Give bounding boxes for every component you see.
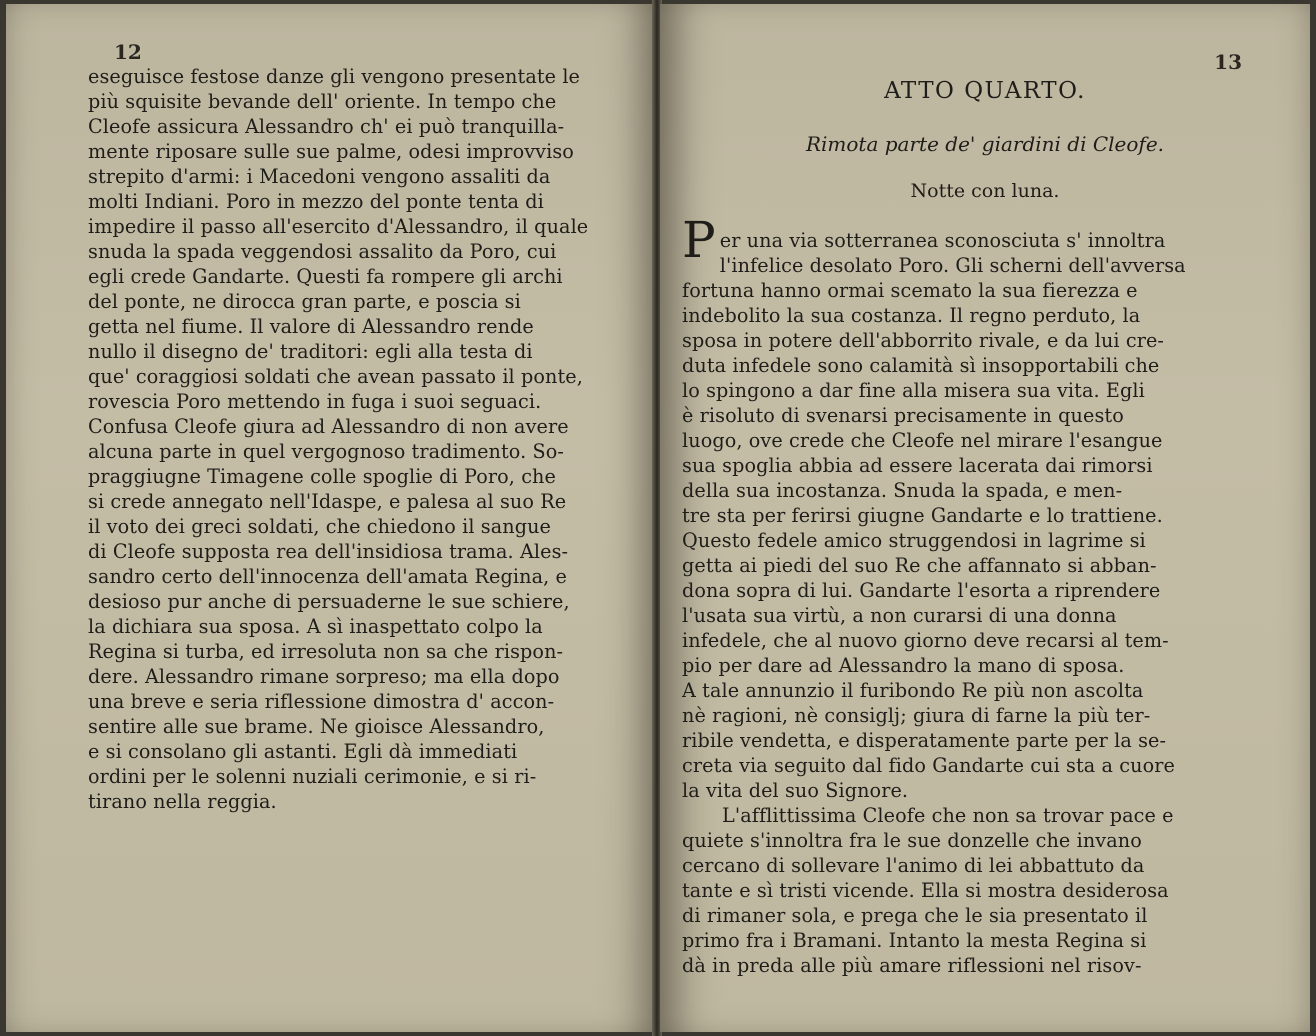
text-line: tante e sì tristi vicende. Ella si mostra desiderosa (682, 879, 1169, 902)
text-line: l'infelice desolato Poro. Gli scherni dell'avversa (719, 254, 1186, 277)
drop-cap: P (682, 211, 716, 269)
text-line: tirano nella reggia. (88, 790, 277, 813)
text-line: getta nel fiume. Il valore di Alessandro rende (88, 315, 534, 338)
text-line: sentire alle sue brame. Ne gioisce Alessandro, (88, 715, 545, 738)
text-line: una breve e seria riflessione dimostra d' accon- (88, 690, 555, 713)
text-line: nullo il disegno de' traditori: egli alla testa di (88, 340, 533, 363)
text-line: alcuna parte in quel vergognoso tradimento. So- (88, 440, 565, 463)
text-line: duta infedele sono calamità sì insopportabili che (682, 354, 1160, 377)
text-line: praggiugne Timagene colle spoglie di Poro, che (88, 465, 556, 488)
text-line: rovescia Poro mettendo in fuga i suoi seguaci. (88, 390, 542, 413)
text-line: luogo, ove crede che Cleofe nel mirare l'esangue (682, 429, 1163, 452)
text-line: lo spingono a dar fine alla misera sua vita. Egli (682, 379, 1145, 402)
scene-title: Rimota parte de' giardini di Cleofe. (805, 132, 1165, 156)
left-page-text (88, 64, 644, 814)
text-line: si crede annegato nell'Idaspe, e palesa al suo Re (88, 490, 567, 513)
text-line: più squisite bevande dell' oriente. In tempo che (88, 90, 557, 113)
text-line: primo fra i Bramani. Intanto la mesta Regina si (682, 929, 1147, 952)
text-line: e si consolano gli astanti. Egli dà immediati (88, 740, 518, 763)
text-line: indebolito la sua costanza. Il regno perduto, la (682, 304, 1141, 327)
text-line: il voto dei greci soldati, che chiedono il sangue (88, 515, 552, 538)
text-line: snuda la spada veggendosi assalito da Poro, cui (88, 240, 557, 263)
text-line: tre sta per ferirsi giugne Gandarte e lo trattiene. (682, 504, 1163, 527)
text-line: eseguisce festose danze gli vengono presentate le (88, 65, 581, 88)
page-number-left: 12 (114, 40, 142, 64)
text-line: mente riposare sulle sue palme, odesi improvviso (88, 140, 574, 163)
text-line: impedire il passo all'esercito d'Alessandro, il quale (88, 215, 589, 238)
text-line: di rimaner sola, e prega che le sia presentato il (682, 904, 1148, 927)
scene-note: Notte con luna. (910, 180, 1060, 202)
text-line: di Cleofe supposta rea dell'insidiosa trama. Ales- (88, 540, 569, 563)
page-number-right: 13 (1214, 50, 1242, 74)
text-line: fortuna hanno ormai scemato la sua fierezza e (682, 279, 1138, 302)
text-line: Cleofe assicura Alessandro ch' ei può tranquilla- (88, 115, 565, 138)
paragraph-2 (682, 803, 1254, 978)
text-line: nè ragioni, nè consiglj; giura di farne la più ter- (682, 704, 1151, 727)
text-line: L'afflittissima Cleofe che non sa trovar pace e (722, 804, 1174, 827)
text-line: egli crede Gandarte. Questi fa rompere gli archi (88, 265, 563, 288)
text-line: la vita del suo Signore. (682, 779, 909, 802)
text-line: l'usata sua virtù, a non curarsi di una donna (682, 604, 1117, 627)
text-line: getta ai piedi del suo Re che affannato si abban- (682, 554, 1157, 577)
text-line: desioso pur anche di persuaderne le sue schiere, (88, 590, 570, 613)
text-line: Confusa Cleofe giura ad Alessandro di non avere (88, 415, 569, 438)
text-line: del ponte, ne dirocca gran parte, e poscia si (88, 290, 521, 313)
text-line: dà in preda alle più amare riflessioni nel risov- (682, 954, 1142, 977)
text-line: dere. Alessandro rimane sorpreso; ma ella dopo (88, 665, 560, 688)
text-line: la dichiara sua sposa. A sì inaspettato colpo la (88, 615, 543, 638)
text-line: infedele, che al nuovo giorno deve recarsi al tem- (682, 629, 1169, 652)
right-page (660, 4, 1310, 1032)
text-line: sua spoglia abbia ad essere lacerata dai rimorsi (682, 454, 1153, 477)
text-line: creta via seguito dal fido Gandarte cui sta a cuore (682, 754, 1175, 777)
text-line: er una via sotterranea sconosciuta s' innoltra (719, 229, 1166, 252)
text-line: molti Indiani. Poro in mezzo del ponte tenta di (88, 190, 544, 213)
text-line: Regina si turba, ed irresoluta non sa che rispon- (88, 640, 564, 663)
text-line: ribile vendetta, e disperatamente parte per la se- (682, 729, 1167, 752)
text-line: strepito d'armi: i Macedoni vengono assaliti da (88, 165, 551, 188)
text-line: sposa in potere dell'abborrito rivale, e da lui cre- (682, 329, 1165, 352)
text-line: ordini per le solenni nuziali cerimonie, e si ri- (88, 765, 537, 788)
act-title: ATTO QUARTO. (884, 78, 1086, 104)
paragraph-1 (682, 211, 1254, 803)
text-line: pio per dare ad Alessandro la mano di sposa. (682, 654, 1125, 677)
text-line: è risoluto di svenarsi precisamente in questo (682, 404, 1124, 427)
right-page-text (682, 211, 1254, 978)
text-line: quiete s'innoltra fra le sue donzelle che invano (682, 829, 1142, 852)
text-line: dona sopra di lui. Gandarte l'esorta a riprendere (682, 579, 1161, 602)
left-page (6, 4, 654, 1032)
text-line: Questo fedele amico struggendosi in lagrime si (682, 529, 1146, 552)
text-line: A tale annunzio il furibondo Re più non ascolta (682, 679, 1144, 702)
text-line: sandro certo dell'innocenza dell'amata Regina, e (88, 565, 567, 588)
text-line: que' coraggiosi soldati che avean passato il ponte, (88, 365, 583, 388)
text-line: cercano di sollevare l'animo di lei abbattuto da (682, 854, 1145, 877)
text-line: della sua incostanza. Snuda la spada, e men- (682, 479, 1123, 502)
